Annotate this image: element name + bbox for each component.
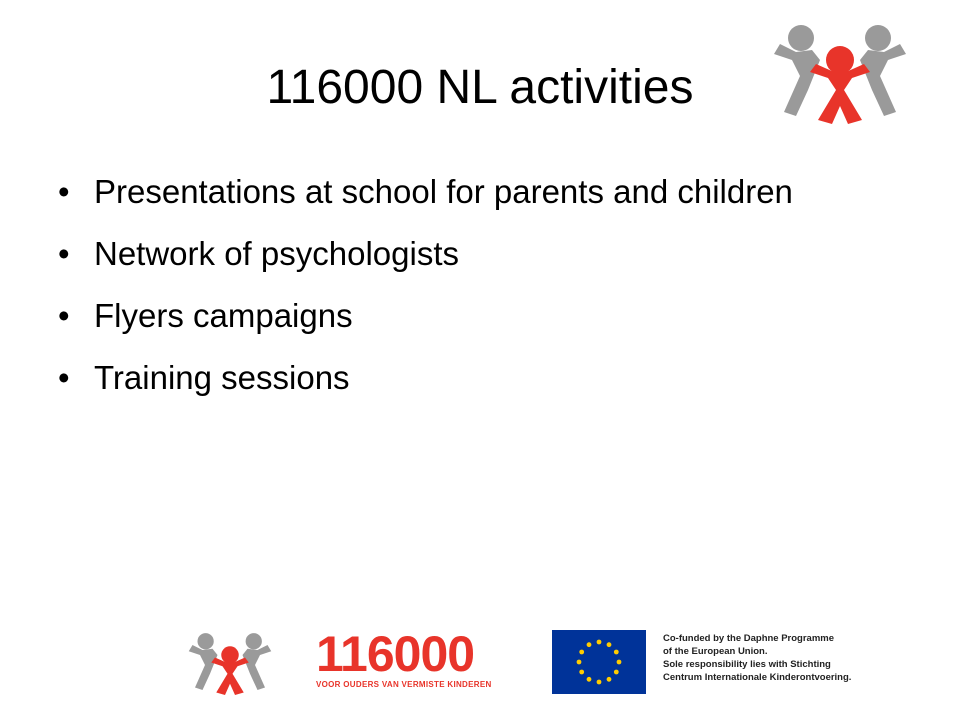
- bullet-symbol: •: [58, 359, 70, 396]
- list-item: [58, 234, 888, 274]
- brand-logo-116000: [316, 628, 516, 700]
- eu-flag-icon: [552, 630, 646, 694]
- list-item: [58, 296, 888, 336]
- bullet-text: Network of psychologists: [94, 235, 459, 272]
- brand-number: 116000: [316, 626, 475, 682]
- list-item: [58, 172, 888, 212]
- brand-tagline: VOOR OUDERS VAN VERMISTE KINDEREN: [316, 680, 492, 689]
- eu-disclaimer-line: of the European Union.: [663, 646, 768, 657]
- eu-disclaimer-line: Sole responsibility lies with Stichting: [663, 659, 831, 670]
- bullet-text: Training sessions: [94, 359, 350, 396]
- children-figures-logo-icon: [185, 630, 275, 695]
- slide-title: 116000 NL activities: [266, 61, 694, 114]
- footer: [0, 620, 960, 700]
- bullet-symbol: •: [58, 235, 70, 272]
- bullet-symbol: •: [58, 173, 70, 210]
- bullet-text: Presentations at school for parents and children: [94, 173, 793, 210]
- bullet-symbol: •: [58, 297, 70, 334]
- bullet-list: [58, 172, 888, 420]
- bullet-text: Flyers campaigns: [94, 297, 353, 334]
- eu-disclaimer: [663, 632, 903, 684]
- list-item: [58, 358, 888, 398]
- eu-disclaimer-line: Centrum Internationale Kinderontvoering.: [663, 672, 852, 683]
- eu-disclaimer-line: Co-funded by the Daphne Programme: [663, 633, 835, 644]
- children-figures-logo-icon: [768, 20, 912, 124]
